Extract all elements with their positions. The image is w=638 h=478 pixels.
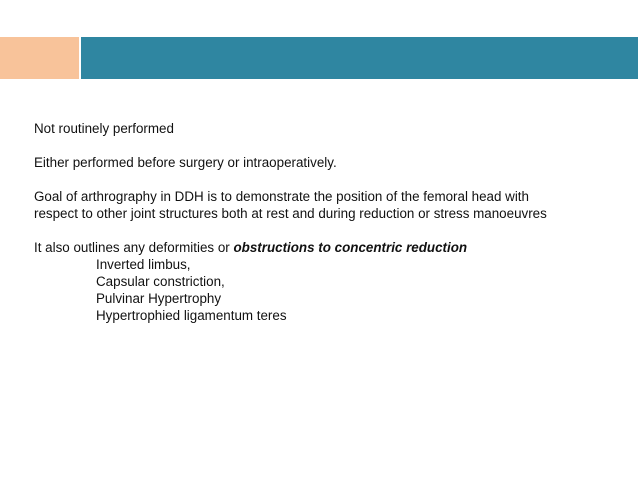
list-item: Hypertrophied ligamentum teres (96, 308, 287, 323)
slide-body (34, 120, 624, 324)
list-item: Pulvinar Hypertrophy (96, 291, 222, 306)
header-main-bar (81, 37, 638, 79)
header-accent-block (0, 37, 79, 79)
deformities-emphasis: obstructions to concentric reduction (233, 240, 468, 255)
goal-line-2: respect to other joint structures both at rest and during reduction or stress manoeuvres (34, 206, 547, 221)
paragraph-goal (34, 188, 624, 222)
goal-line-1: Goal of arthrography in DDH is to demonstrate the position of the femoral head with (34, 189, 529, 204)
paragraph-deformities (34, 239, 624, 324)
deformities-lead: It also outlines any deformities or (34, 240, 234, 255)
deformities-line (34, 239, 624, 256)
list-item: Inverted limbus, (96, 257, 191, 272)
paragraph-timing: Either performed before surgery or intraoperatively. (34, 155, 337, 170)
list-item: Capsular constriction, (96, 274, 225, 289)
paragraph-routine: Not routinely performed (34, 121, 174, 136)
obstruction-list (34, 256, 624, 324)
header-band (0, 37, 638, 79)
